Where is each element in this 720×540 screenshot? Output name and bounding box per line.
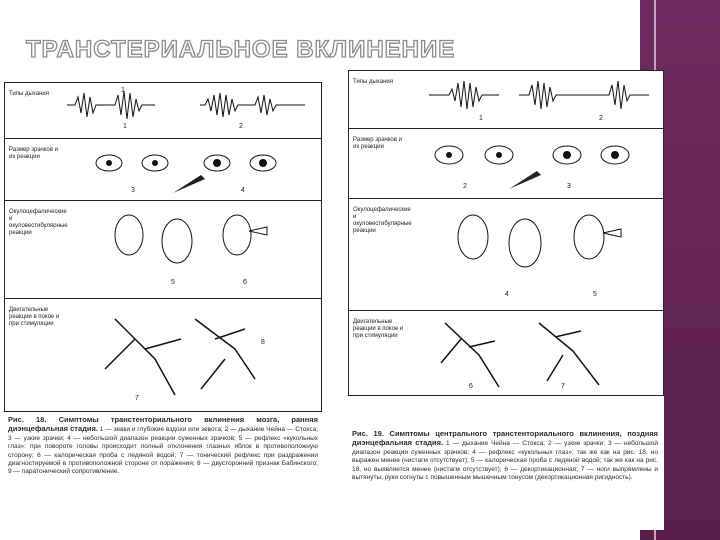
figure-number: 6 bbox=[243, 279, 247, 286]
caption-body: 1 — дыхание Чейна — Стокса; 2 — узкие зрачки; 3 — небольшой диапазон реакции суженных зрачков; 4 — рефлекс «кукольных глаз»; так же как на рис. 18, но выражен менее (нистагм отсутствует); 5 — калорическая проба с ледяной водой; так же как на рис. 18, но выявляется менее (нистагм отсутствует); 6 — декортикационная; 7 — ноги выпрямлены и вытянуты, руки согнуты с повышенным мышечным тонусом (декортикационная ригидность). bbox=[352, 440, 658, 482]
breathing-wave-drawing bbox=[5, 83, 323, 139]
row-label: Типы дыхания bbox=[353, 79, 393, 85]
figure-number: 2 bbox=[239, 123, 243, 130]
right-row-motor bbox=[349, 311, 663, 395]
figure-number: 8 bbox=[261, 339, 265, 346]
left-figure bbox=[4, 82, 322, 530]
figure-number: 1 bbox=[479, 115, 483, 122]
row-label: Окулоцефалические и окуловестибулярные реакции bbox=[353, 207, 412, 234]
figure-number: 5 bbox=[171, 279, 175, 286]
right-row-breathing bbox=[349, 71, 663, 129]
right-row-pupils bbox=[349, 129, 663, 199]
body-posture-drawing bbox=[349, 311, 665, 395]
left-figure-grid bbox=[4, 82, 322, 412]
figure-number: 7 bbox=[561, 383, 565, 390]
caption-body: 1 — зевки и глубокие вздохи или зевота; 2 — дыхание Чейна — Стокса; 3 — узкие зрачки; 4 — небольшой диапазон реакции суженных зрачков; 5 — рефлекс «кукольных глаз»: при повороте головы происходит полный отклонения глазных яблок в противоположную сторону; 6 — калорическая проба с ледяной водой; 7 — тонический рефлекс при раздражении диагностируемой в противоположной стороне от поражения; 8 — двусторонний признак Бабинского; 9 — паратонический сопротивление. bbox=[8, 426, 318, 476]
figure-number: 4 bbox=[505, 291, 509, 298]
left-row-reflexes bbox=[5, 201, 321, 299]
figure-number: 3 bbox=[131, 187, 135, 194]
caption-title: Рис. 18. Симптомы транстенториального вклинения мозга, ранняя диэнцефальная стадия. bbox=[8, 415, 318, 434]
figure-number: 1 bbox=[123, 123, 127, 130]
left-row-breathing: Типы дыхания 1 1 2 bbox=[5, 83, 321, 139]
left-row-motor bbox=[5, 299, 321, 411]
right-figure bbox=[348, 70, 664, 530]
pupil-eyes-drawing bbox=[349, 129, 665, 199]
pupil-eyes-drawing bbox=[5, 139, 323, 201]
left-figure-caption bbox=[8, 416, 318, 477]
right-row-reflexes bbox=[349, 199, 663, 311]
breathing-wave-drawing bbox=[349, 71, 665, 129]
caption-title: Рис. 19. Симптомы центрального транстенториального вклинения, поздняя диэнцефальная стадия. bbox=[352, 429, 658, 448]
figure-number: 7 bbox=[135, 395, 139, 402]
body-posture-drawing bbox=[5, 299, 323, 411]
figure-number: 2 bbox=[599, 115, 603, 122]
row-label: Размер зрачков и их реакции bbox=[353, 137, 402, 150]
figure-number: 5 bbox=[593, 291, 597, 298]
right-figure-grid bbox=[348, 70, 664, 396]
figure-number: 2 bbox=[463, 183, 467, 190]
row-label: Типы дыхания bbox=[9, 91, 49, 97]
slide-title: ТРАНСТЕРИАЛЬНОЕ ВКЛИНЕНИЕ bbox=[26, 36, 456, 63]
right-figure-caption bbox=[352, 430, 658, 482]
figure-number: 4 bbox=[241, 187, 245, 194]
row-label: Окулоцефалические и окуловестибулярные реакции bbox=[9, 209, 68, 236]
figure-number: 6 bbox=[469, 383, 473, 390]
left-row-pupils bbox=[5, 139, 321, 201]
figure-number: 3 bbox=[567, 183, 571, 190]
row-label: Двигательные реакции в покое и при стимуляции bbox=[353, 319, 404, 339]
head-reflex-drawing bbox=[5, 201, 323, 299]
row-label: Двигательные реакции в покое и при стимуляции bbox=[9, 307, 60, 327]
row-label: Размер зрачков и их реакции bbox=[9, 147, 58, 160]
